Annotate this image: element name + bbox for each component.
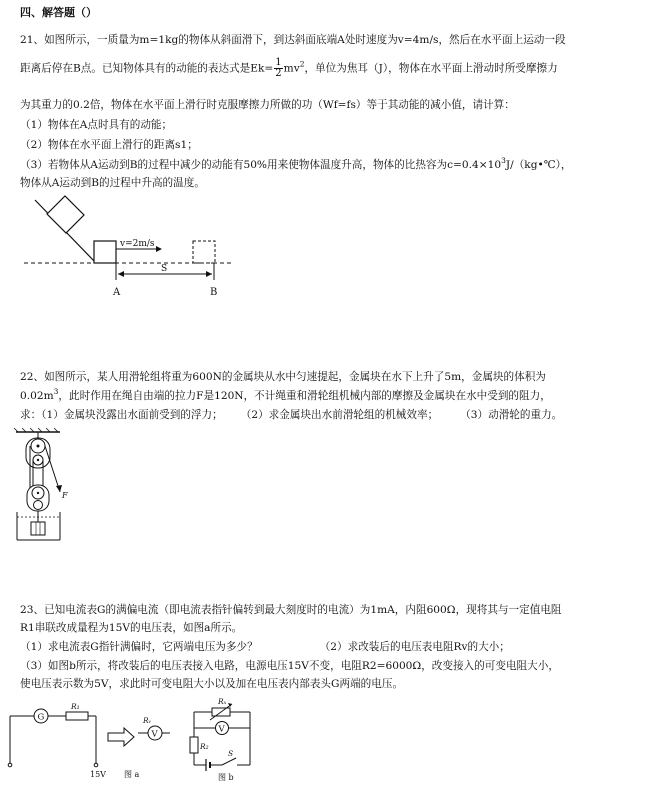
q21-item1: （1）物体在A点时具有的动能； — [20, 119, 173, 131]
switch-label: S — [228, 749, 234, 758]
section-title: 四、解答题（） — [20, 6, 97, 19]
figure-a-caption: 图 a — [124, 770, 140, 779]
q21-item3-a: （3）若物体从A运动到B的过程中减少的动能有50%用来使物体温度升高，物体的比热容为c=0.4×10 — [20, 159, 502, 171]
q23-line1: 23、已知电流表G的满偏电流（即电流表指针偏转到最大刻度时的电流）为1mA，内阻600Ω，现将其与一定值电阻 — [20, 604, 562, 616]
q22-item1: 求：（1）金属块没露出水面前受到的浮力； — [20, 409, 223, 421]
q21-item2: （2）物体在水平面上滑行的距离s1； — [20, 139, 198, 151]
fraction-numerator: 1 — [275, 57, 282, 68]
rv-label: Rᵥ — [143, 716, 152, 725]
fraction-denominator: 2 — [275, 68, 282, 79]
q23-item3: （3）如图b所示，将改装后的电压表接入电路，电源电压15V不变，电阻R2=6000Ω，改变接入的可变电阻大小， — [20, 660, 559, 672]
figure-b-caption: 图 b — [218, 773, 234, 782]
velocity-label: v=2m/s — [120, 239, 155, 249]
q21-line3: 为其重力的0.2倍，物体在水平面上滑行时克服摩擦力所做的功（Wf=fs）等于其动能的减小值，请计算： — [20, 99, 515, 111]
q21-line2-b: mv — [283, 62, 300, 75]
galvanometer-label: G — [37, 712, 45, 723]
q22-line2-a: 0.02m — [20, 390, 54, 402]
resistor-r2 — [190, 737, 198, 753]
q21-line1: 21、如图所示，一质量为m=1kg的物体从斜面滑下，到达斜面底端A处时速度为v=4m/s，然后在水平面上运动一段 — [20, 34, 566, 46]
voltmeter-circuit-symbol: V — [218, 724, 225, 735]
superscript: 3 — [501, 156, 506, 165]
q23-item2: （2）求改装后的电压表电阻Rv的大小； — [319, 641, 510, 653]
arrow-icon — [108, 728, 134, 746]
q21-item3-line2: 物体从A运动到B的过程中升高的温度。 — [20, 177, 205, 189]
point-a-label: A — [113, 287, 121, 298]
q22-item3: （3）动滑轮的重力。 — [460, 409, 563, 421]
resistor-r1 — [66, 712, 88, 720]
q23-item1: （1）求电流表G指针满偏时，它两端电压为多少？ — [20, 641, 258, 653]
q21-line2-a: 距离后停在B点。已知物体具有的动能的表达式是Ek= — [20, 62, 274, 75]
distance-label-s: S — [161, 264, 168, 274]
voltage-15v-label: 15V — [90, 770, 106, 779]
resistor-r1-label: R₁ — [71, 702, 80, 711]
q23-line2: R1串联改成量程为15V的电压表，如图a所示。 — [20, 622, 243, 634]
rx-label: Rₓ — [218, 697, 227, 706]
q21-line2-c: ，单位为焦耳（J），物体在水平面上滑动时所受摩擦力 — [304, 62, 558, 75]
q22-line1: 22、如图所示，某人用滑轮组将重为600N的金属块从水中匀速提起，金属块在水下上升了5m，金属块的体积为 — [20, 371, 546, 383]
switch-s — [222, 758, 236, 765]
q22-item2: （2）求金属块出水前滑轮组的机械效率； — [240, 409, 439, 421]
q21-item3-b: J/（kg•℃）， — [505, 159, 572, 171]
voltmeter-rv-symbol: V — [151, 729, 158, 740]
q23-item3-line2: 使电压表示数为5V，求此时可变电阻大小以及加在电压表内部表头G两端的电压。 — [20, 678, 404, 690]
force-label-f: F — [62, 491, 68, 500]
superscript: 3 — [53, 387, 59, 396]
q22-line2-b: ，此时作用在绳自由端的拉力F是120N，不计绳重和滑轮组机械内部的摩擦及金属块在水中受到的阻力， — [58, 390, 551, 402]
circuit-b — [138, 697, 250, 782]
r2-label: R₂ — [200, 742, 209, 751]
point-b-label: B — [210, 287, 218, 298]
superscript: 2 — [299, 59, 305, 69]
